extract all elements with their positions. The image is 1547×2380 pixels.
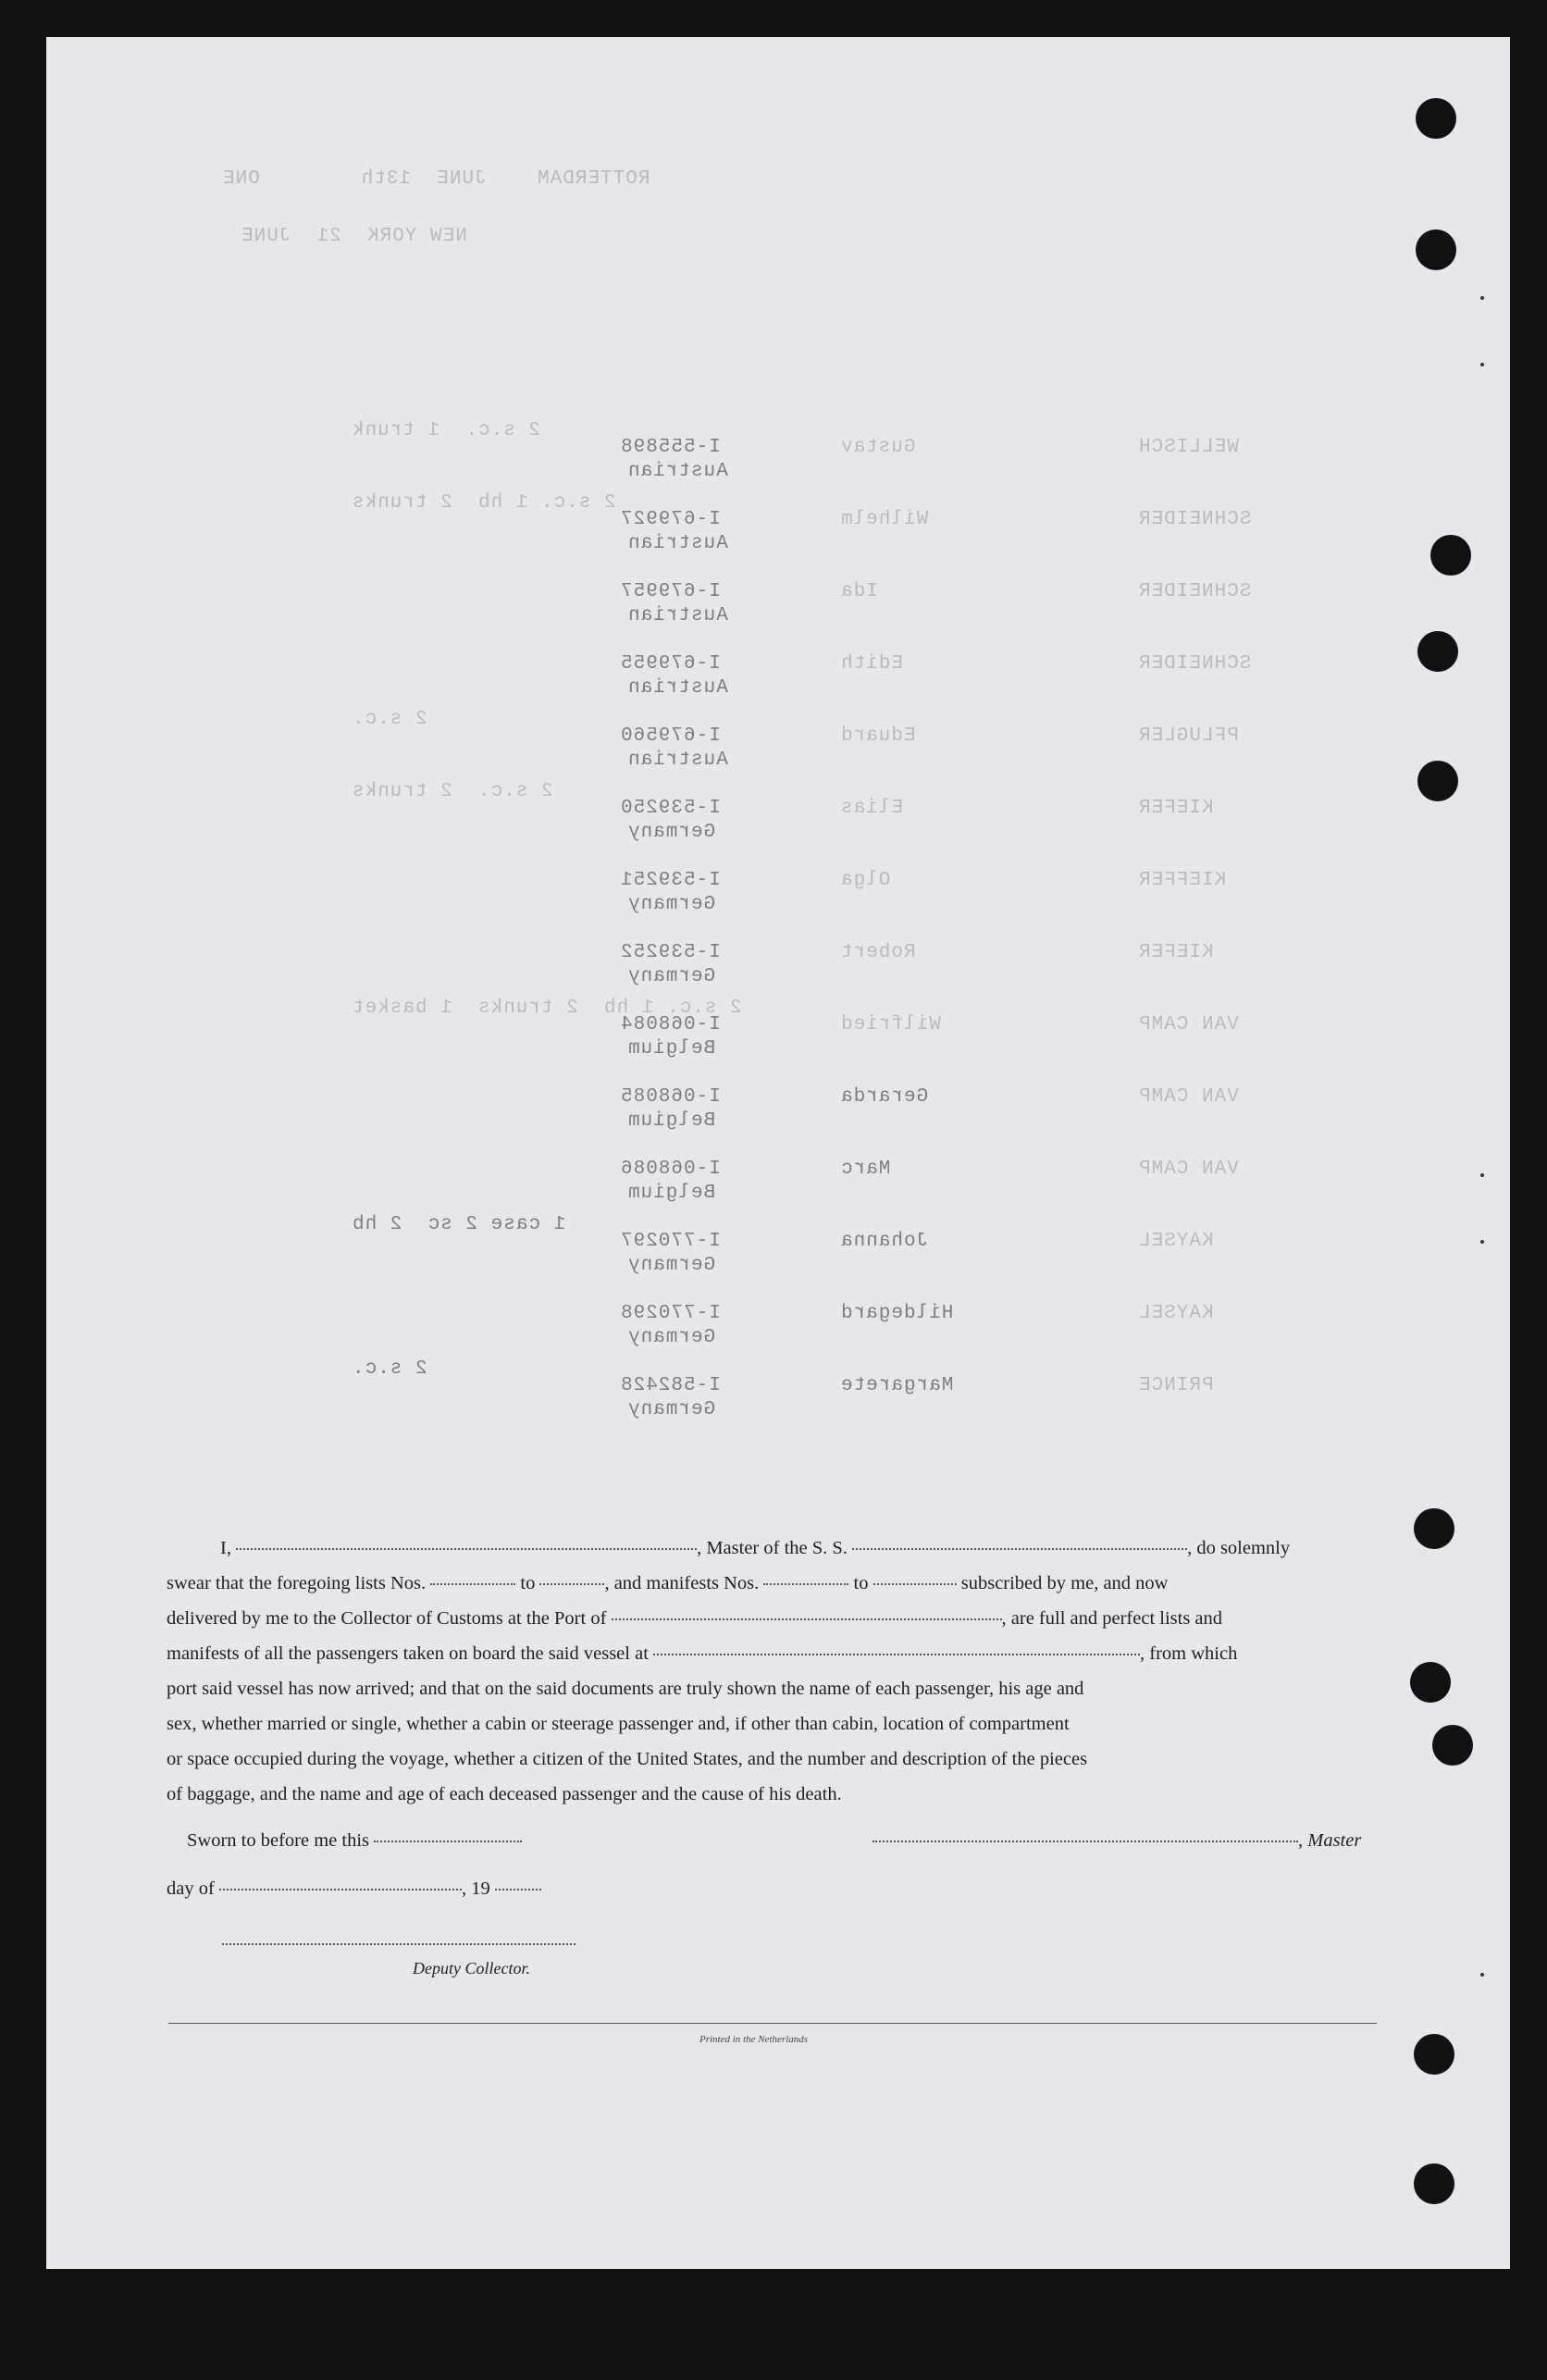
punch-hole: [1414, 2163, 1454, 2204]
master-signature-blank: [873, 1840, 1298, 1842]
bleed-ticket: I-539251: [620, 870, 721, 891]
list-to-blank: [539, 1582, 604, 1585]
name-blank: [236, 1547, 697, 1550]
bleed-surname: KAYSEL: [1138, 1231, 1214, 1252]
bleed-ticket: I-679560: [620, 725, 721, 747]
bleed-surname: KAYSEL: [1138, 1303, 1214, 1324]
bleed-ticket: I-679957: [620, 581, 721, 602]
oath-line-5: port said vessel has now arrived; and that on the said documents are truly shown the name of each passenger, his age and: [167, 1679, 1084, 1699]
bleed-given: Marc: [840, 1159, 891, 1180]
speck: [1480, 363, 1484, 366]
oath-full: , are full and perfect lists and: [1001, 1608, 1223, 1629]
bleed-ticket: I-068084: [620, 1014, 721, 1035]
list-from-blank: [430, 1582, 515, 1585]
oath-swear: swear that the foregoing lists Nos.: [167, 1573, 427, 1593]
bleed-surname: KIEFER: [1138, 798, 1214, 819]
oath-line-8: of baggage, and the name and age of each deceased passenger and the cause of his death.: [167, 1784, 842, 1804]
bleed-country: Belgium: [627, 1183, 716, 1204]
oath-subscribed: subscribed by me, and now: [960, 1573, 1169, 1593]
bleed-given: Hildegard: [840, 1303, 954, 1324]
bleed-baggage: 2 s.c. 1 hb 2 trunks 1 basket: [352, 998, 742, 1019]
punch-hole: [1416, 98, 1456, 139]
bleed-country: Germany: [627, 1327, 716, 1348]
speck: [1480, 1240, 1484, 1244]
bleed-surname: VAN CAMP: [1138, 1014, 1239, 1035]
bleed-ticket: I-555898: [620, 437, 721, 458]
bleed-baggage: 2 s.c. 1 hb 2 trunks: [352, 492, 616, 514]
bleed-country: Germany: [627, 822, 716, 843]
oath-line-7: or space occupied during the voyage, whether a citizen of the United States, and the number and description of the pieces: [167, 1749, 1088, 1769]
bleed-country: Austrian: [627, 533, 728, 554]
oath-to: to: [520, 1573, 536, 1593]
port-blank: [612, 1618, 1002, 1620]
punch-hole: [1430, 535, 1471, 576]
bleed-given: Edith: [840, 653, 904, 675]
punch-hole: [1416, 229, 1456, 270]
bleed-given: Gustav: [840, 437, 916, 458]
bleed-country: Austrian: [627, 461, 728, 482]
speck: [1480, 1973, 1484, 1977]
bleed-ticket: I-539250: [620, 798, 721, 819]
bleed-surname: WELLISCH: [1138, 437, 1239, 458]
punch-hole: [1414, 2034, 1454, 2075]
bleed-surname: SCHNEIDER: [1138, 653, 1252, 675]
bleed-country: Austrian: [627, 677, 728, 699]
bleed-baggage: 2 s.c. 2 trunks: [352, 781, 553, 802]
bleed-ticket: I-539252: [620, 942, 721, 963]
oath-delivered: delivered by me to the Collector of Customs at the Port of: [167, 1608, 607, 1629]
punch-hole: [1410, 1662, 1451, 1703]
manifest-page: [46, 37, 1510, 2269]
bleed-ticket: I-679927: [620, 509, 721, 530]
punch-hole: [1417, 631, 1458, 672]
oath-paragraph: [167, 1531, 1377, 1812]
punch-hole: [1417, 761, 1458, 801]
oath-line-6: sex, whether married or single, whether a cabin or steerage passenger and, if other than cabin, location of compartment: [167, 1714, 1070, 1734]
punch-hole: [1414, 1508, 1454, 1549]
bleed-ticket: I-770297: [620, 1231, 721, 1252]
sworn-label: Sworn to before me this: [187, 1830, 369, 1851]
bleed-ticket: I-770298: [620, 1303, 721, 1324]
day-of-line: [167, 1878, 541, 1900]
ship-blank: [852, 1547, 1187, 1550]
oath-i: I,: [220, 1538, 231, 1558]
manifest-to-blank: [873, 1582, 957, 1585]
bleed-header-1: ROTTERDAM JUNE 13th ONE: [222, 168, 650, 190]
oath-solemnly: , do solemnly: [1187, 1538, 1291, 1558]
bleed-surname: PFLUGLER: [1138, 725, 1239, 747]
bleed-country: Germany: [627, 1255, 716, 1276]
bleed-given: Wilfried: [840, 1014, 941, 1035]
bleed-surname: PRINCE: [1138, 1375, 1214, 1396]
bleed-country: Germany: [627, 894, 716, 915]
bleed-given: Elias: [840, 798, 904, 819]
bleed-surname: KIEFER: [1138, 942, 1214, 963]
oath-master-of: , Master of the S. S.: [697, 1538, 848, 1558]
master-label: , Master: [1298, 1830, 1362, 1851]
year-blank: [495, 1888, 541, 1890]
sworn-line: [187, 1830, 522, 1852]
bleed-given: Robert: [840, 942, 916, 963]
bleed-surname: KIEFFER: [1138, 870, 1227, 891]
bleed-baggage: 2 s.c.: [352, 709, 427, 730]
bleed-given: Eduard: [840, 725, 916, 747]
bleed-baggage: 2 s.c. 1 trunk: [352, 420, 541, 441]
bleed-header-2: NEW YORK 21 JUNE: [241, 226, 467, 247]
footer-rule: [168, 2023, 1377, 2024]
deputy-signature-blank: [222, 1943, 575, 1945]
bleed-surname: SCHNEIDER: [1138, 581, 1252, 602]
bleed-ticket: I-068086: [620, 1159, 721, 1180]
bleed-country: Belgium: [627, 1038, 716, 1060]
bleed-country: Germany: [627, 1399, 716, 1420]
printed-in-label: Printed in the Netherlands: [699, 2034, 809, 2045]
day-of-blank: [219, 1888, 462, 1890]
bleed-given: Gerarda: [840, 1086, 929, 1108]
oath-to2: to: [853, 1573, 869, 1593]
bleed-given: Johanna: [840, 1231, 929, 1252]
bleed-given: Ida: [840, 581, 878, 602]
bleed-country: Austrian: [627, 750, 728, 771]
master-signature-line: [873, 1830, 1361, 1852]
bleed-given: Wilhelm: [840, 509, 929, 530]
oath-manifests: , and manifests Nos.: [604, 1573, 760, 1593]
bleed-given: Margarete: [840, 1375, 954, 1396]
bleed-baggage: 1 case 2 sc 2 hb: [352, 1214, 566, 1235]
deputy-collector-label: Deputy Collector.: [413, 1959, 530, 1977]
bleed-given: Olga: [840, 870, 891, 891]
bleed-surname: VAN CAMP: [1138, 1086, 1239, 1108]
bleed-country: Belgium: [627, 1110, 716, 1132]
bleed-country: Germany: [627, 966, 716, 987]
oath-manifests-all: manifests of all the passengers taken on board the said vessel at: [167, 1643, 649, 1664]
bleed-ticket: I-582428: [620, 1375, 721, 1396]
bleed-surname: VAN CAMP: [1138, 1159, 1239, 1180]
bleed-country: Austrian: [627, 605, 728, 626]
manifest-from-blank: [763, 1582, 848, 1585]
bleed-ticket: I-068085: [620, 1086, 721, 1108]
oath-from-which: , from which: [1140, 1643, 1238, 1664]
sworn-date-blank: [374, 1840, 522, 1842]
day-of-label: day of: [167, 1878, 215, 1899]
bleed-surname: SCHNEIDER: [1138, 509, 1252, 530]
punch-hole: [1432, 1725, 1473, 1766]
speck: [1480, 296, 1484, 300]
bleed-ticket: I-679955: [620, 653, 721, 675]
bleed-baggage: 2 s.c.: [352, 1358, 427, 1380]
year-prefix: , 19: [461, 1878, 490, 1899]
speck: [1480, 1173, 1484, 1177]
vessel-port-blank: [653, 1653, 1140, 1655]
